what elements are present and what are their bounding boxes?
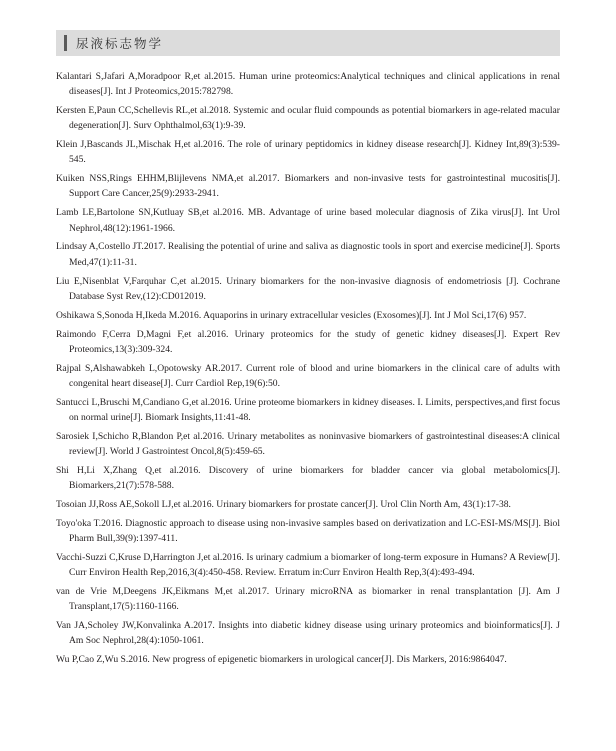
reference-item: Santucci L,Bruschi M,Candiano G,et al.2016. Urine proteome biomarkers in kidney diseases. I. Limits, perspectives,and first focus on normal urine[J]. Biomark Insights,11:41-48. — [56, 396, 560, 423]
reference-item: Lamb LE,Bartolone SN,Kutluay SB,et al.2016. MB. Advantage of urine based molecular diagnosis of Zika virus[J]. Int Urol Nephrol,48(12):1961-1966. — [56, 207, 560, 234]
reference-item: Wu P,Cao Z,Wu S.2016. New progress of epigenetic biomarkers in urological cancer[J]. Dis Markers, 2016:9864047. — [56, 654, 507, 666]
reference-item: Tosoian JJ,Ross AE,Sokoll LJ,et al.2016. Urinary biomarkers for prostate cancer[J]. Urol Clin North Am, 43(1):17-38. — [56, 499, 511, 511]
reference-item: Kersten E,Paun CC,Schellevis RL,et al.2018. Systemic and ocular fluid compounds as potential biomarkers in age-related macular degeneration[J]. Surv Ophthalmol,63(1):9-39. — [56, 105, 560, 132]
reference-item: Kuiken NSS,Rings EHHM,Blijlevens NMA,et al.2017. Biomarkers and non-invasive tests for gastrointestinal mucositis[J]. Support Care Cancer,25(9):2933-2941. — [56, 173, 560, 200]
reference-item: Sarosiek I,Schicho R,Blandon P,et al.2016. Urinary metabolites as noninvasive biomarkers of gastrointestinal diseases:A clinical review[J]. World J Gastrointest Oncol,8(5):459-65. — [56, 430, 560, 458]
reference-item: Oshikawa S,Sonoda H,Ikeda M.2016. Aquaporins in urinary extracellular vesicles (Exosomes)[J]. Int J Mol Sci,17(6) 957. — [56, 309, 527, 321]
reference-list — [56, 69, 560, 671]
reference-item: Vacchi-Suzzi C,Kruse D,Harrington J,et al.2016. Is urinary cadmium a biomarker of long-term exposure in Humans? A Review[J]. Curr Environ Health Rep,2016,3(4):450-458. Review. Erratum in:Curr Environ Health Rep,3(4):493-494. — [56, 552, 560, 579]
reference-item: Van JA,Scholey JW,Konvalinka A.2017. Insights into diabetic kidney disease using urinary proteomics and bioinformatics[J]. J Am Soc Nephrol,28(4):1050-1061. — [56, 620, 560, 647]
header-accent-bar — [64, 35, 67, 51]
header-title: 尿液标志物学 — [76, 36, 164, 51]
running-header — [56, 30, 560, 56]
reference-item: Liu E,Nisenblat V,Farquhar C,et al.2015. Urinary biomarkers for the non-invasive diagnosis of endometriosis [J]. Cochrane Database Syst Rev,(12):CD012019. — [56, 275, 560, 302]
reference-item: Raimondo F,Cerra D,Magni F,et al.2016. Urinary proteomics for the study of genetic kidney diseases[J]. Expert Rev Proteomics,13(3):309-324. — [56, 328, 560, 355]
reference-item: Shi H,Li X,Zhang Q,et al.2016. Discovery of urine biomarkers for bladder cancer via global metabolomics[J]. Biomarkers,21(7):578-588. — [56, 464, 560, 492]
reference-item: Toyo'oka T.2016. Diagnostic approach to disease using non-invasive samples based on derivatization and LC-ESI-MS/MS[J]. Biol Pharm Bull,39(9):1397-411. — [56, 517, 560, 545]
reference-item: Klein J,Bascands JL,Mischak H,et al.2016. The role of urinary peptidomics in kidney disease research[J]. Kidney Int,89(3):539-545. — [56, 139, 560, 166]
reference-item: Kalantari S,Jafari A,Moradpoor R,et al.2015. Human urine proteomics:Analytical techniques and clinical applications in renal diseases[J]. Int J Proteomics,2015:782798. — [56, 71, 560, 98]
reference-item: Lindsay A,Costello JT.2017. Realising the potential of urine and saliva as diagnostic tools in sport and exercise medicine[J]. Sports Med,47(1):11-31. — [56, 241, 560, 268]
reference-item: Rajpal S,Alshawabkeh L,Opotowsky AR.2017. Current role of blood and urine biomarkers in the clinical care of adults with congenital heart disease[J]. Curr Cardiol Rep,19(6):50. — [56, 362, 560, 389]
reference-item: van de Vrie M,Deegens JK,Eikmans M,et al.2017. Urinary microRNA as biomarker in renal transplantation [J]. Am J Transplant,17(5):1160-1166. — [56, 586, 560, 613]
